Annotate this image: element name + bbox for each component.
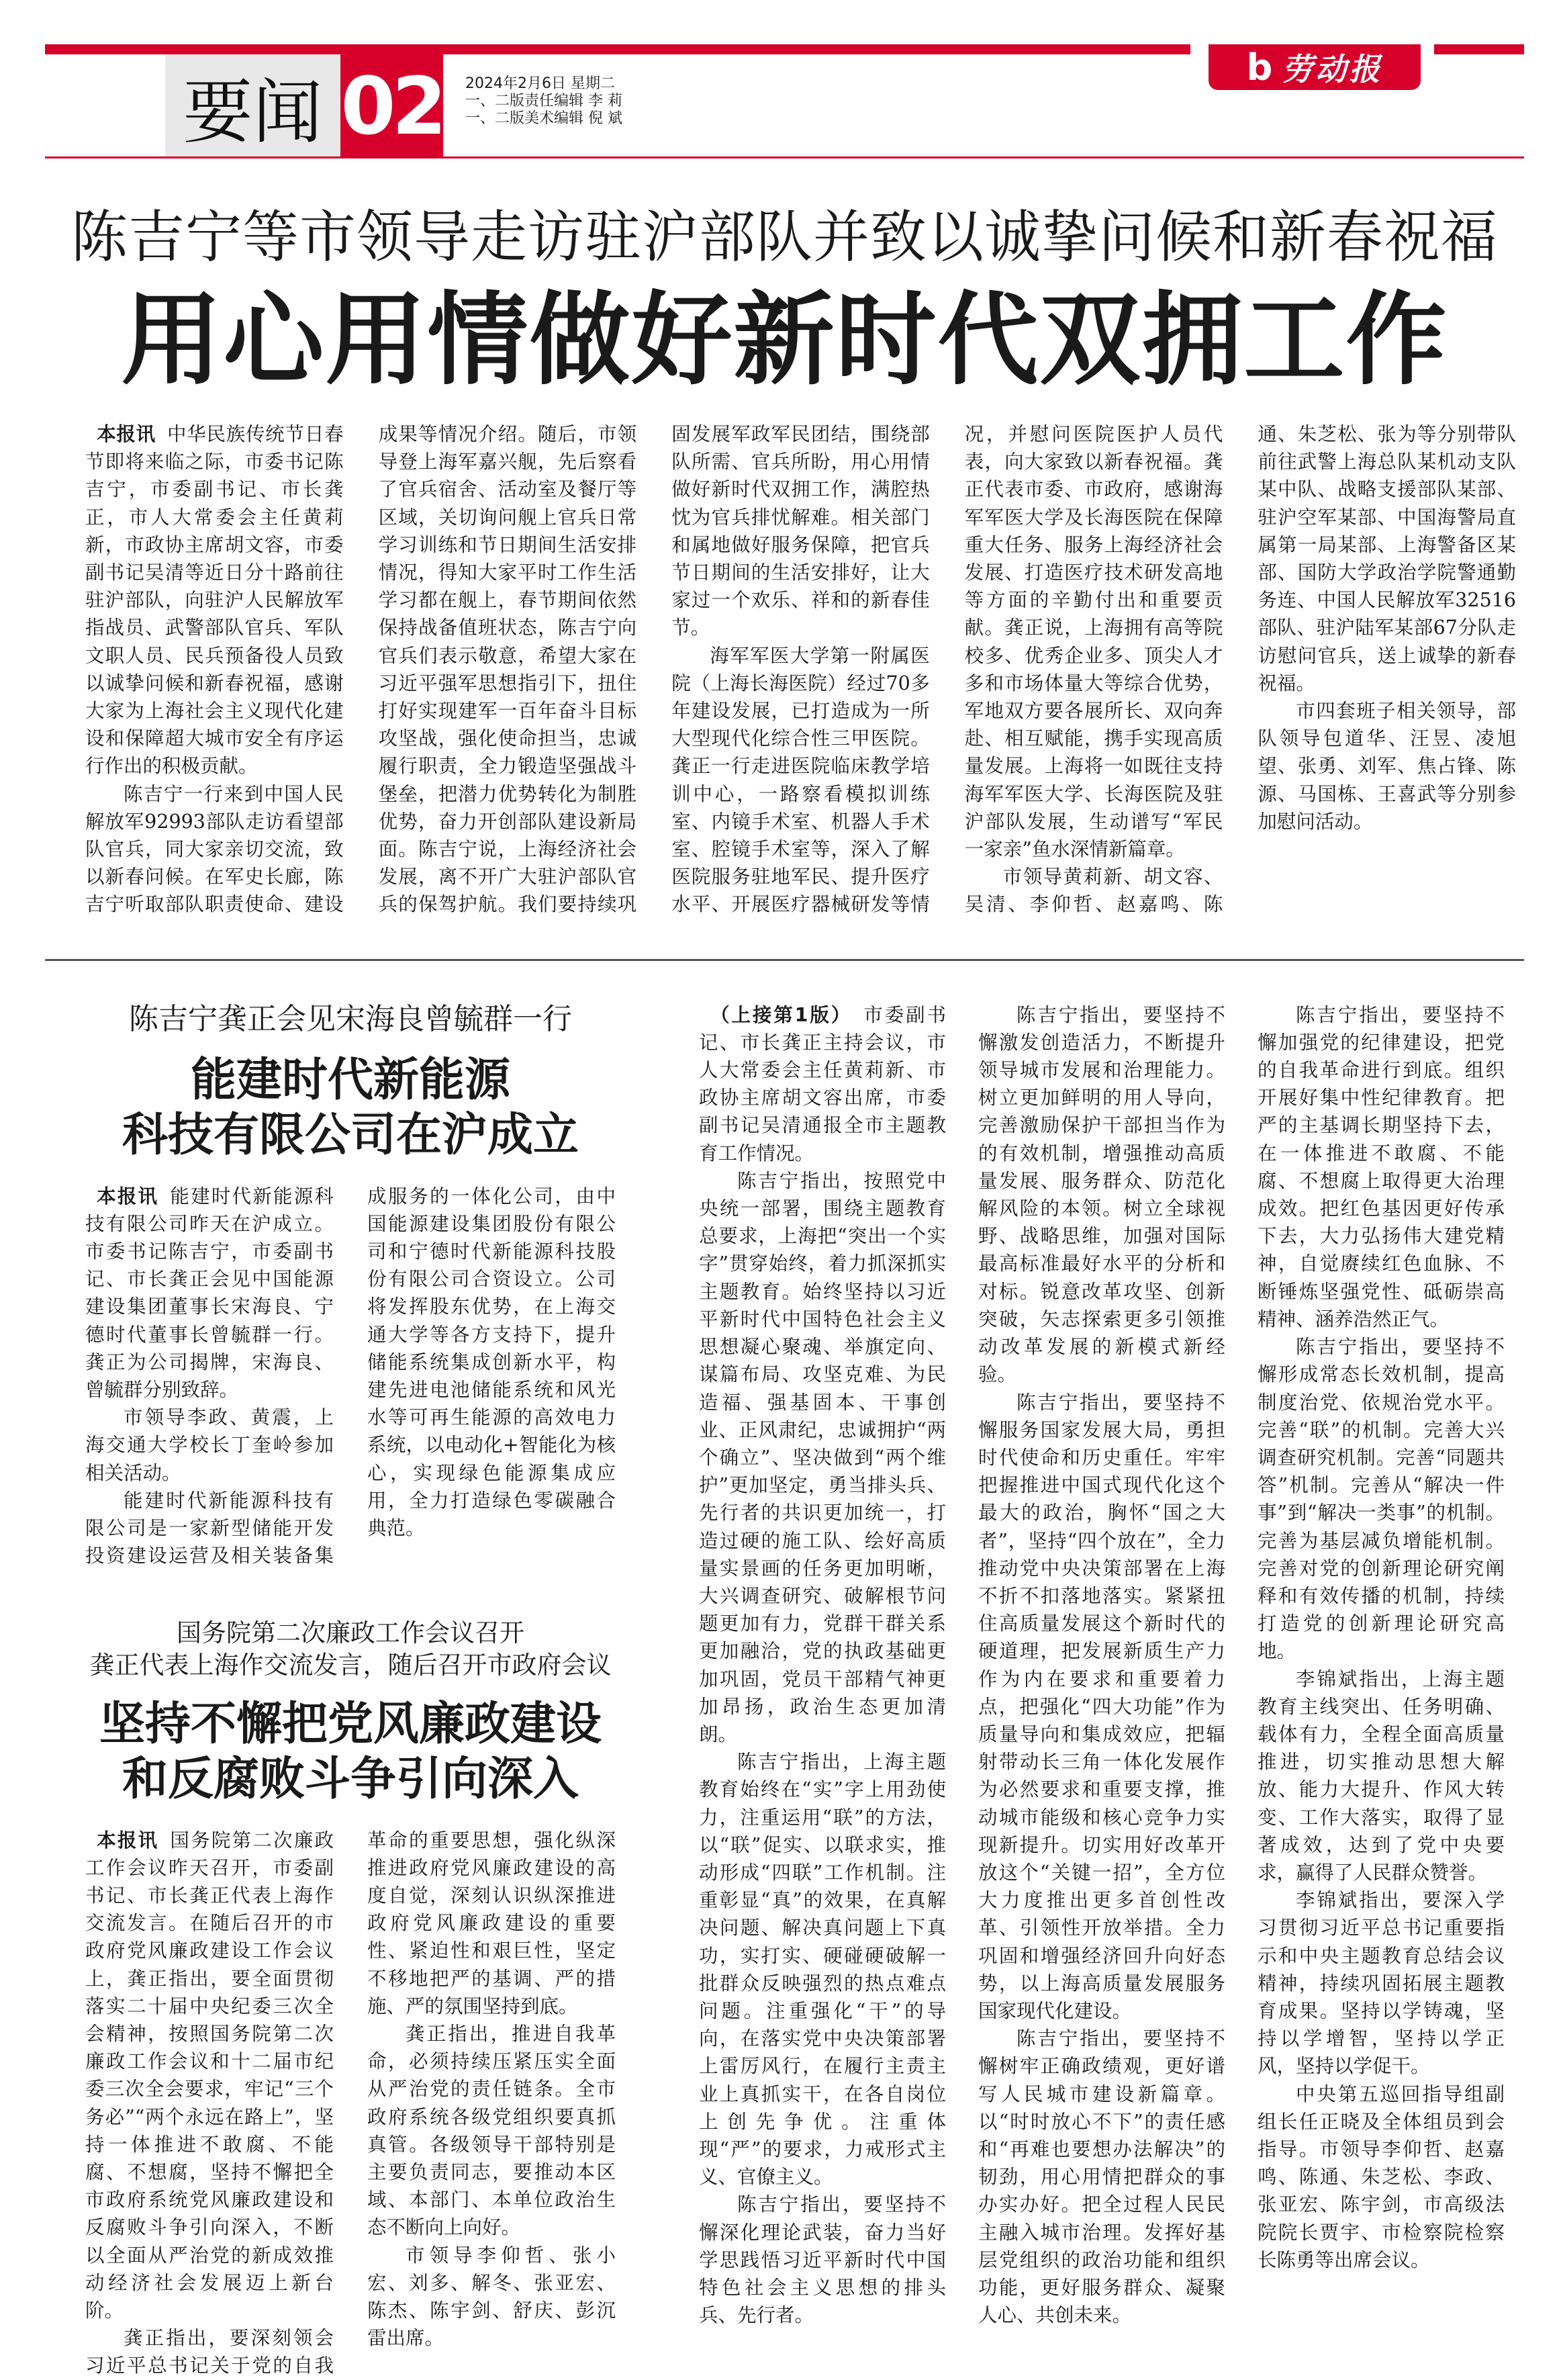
article-paragraph — [699, 1167, 946, 1748]
paragraph-text: 市四套班子相关领导，部队领导包道华、汪昱、凌旭望、张勇、刘军、焦占锋、陈源、马国栋、王喜武等分别参加慰问活动。 — [1258, 700, 1516, 833]
logo-mark-icon: b — [1246, 46, 1273, 89]
dateline-tag: （上接第1版） — [710, 1003, 853, 1026]
paragraph-text: 陈吉宁指出，要坚持不懈树牢正确政绩观，更好谱写人民城市建设新篇章。以“时时放心不下”的责任感和“再难也要想办法解决”的韧劲，用心用情把群众的事办实办好。把全过程人民民主融入城市治理。发挥好基层党组织的政治功能和组织功能，更好服务群众、凝聚人心、共创未来。 — [978, 2027, 1225, 2327]
paragraph-text: 龚正指出，要深刻领会习近平总书记关于党的自我革命的重要思想，强化纵深推进政府党风廉政建设的高度自觉，深刻认识纵深推进政府党风廉政建设的重要性、紧迫性和艰巨性，坚定不移地把严的基调、严的措施、严的氛围坚持到底。 — [85, 1829, 616, 2377]
article-paragraph — [1258, 697, 1516, 835]
paragraph-text: 龚正指出，推进自我革命，必须持续压紧压实全面从严治党的责任链条。全市政府系统各级党组织要真抓真管。各级领导干部特别是主要负责同志，要推动本区域、本部门、本单位政治生态不断向上向好。 — [367, 2022, 616, 2239]
paragraph-text: 海军军医大学第一附属医院（上海长海医院）经过70多年建设发展，已打造成为一所大型现代化综合性三甲医院。龚正一行走进医院临床教学培训中心，一路察看模拟训练室、内镜手术室、机器人手术室、腔镜手术室等，深入了解医院服务驻地军民、提升医疗水平、开展医疗器械研发等情况，并慰问医院医护人员代表，向大家致以新春祝福。龚正代表市委、市政府，感谢海军军医大学及长海医院在保障重大任务、服务上海经济社会发展、打造医疗技术研发高地等方面的辛勤付出和重要贡献。龚正说，上海拥有高等院校多、优秀企业多、顶尖人才多和市场体量大等综合优势，军地双方要各展所长、双向奔赴、相互赋能，携手实现高质量发展。上海将一如既往支持海军军医大学、长海医院及驻沪部队发展，生动谱写“军民一家亲”鱼水深情新篇章。 — [671, 423, 1223, 916]
headline-line: 坚持不懈把党风廉政建设 — [99, 1696, 602, 1751]
kicker-line: 龚正代表上海作交流发言，随后召开市政府会议 — [89, 1650, 612, 1680]
left-stories — [85, 1001, 616, 2380]
masthead-red-bar — [45, 44, 1190, 54]
editor-credit: 一、二版责任编辑 李 莉 — [465, 93, 622, 109]
article-paragraph — [85, 1183, 334, 1404]
paragraph-text: 陈吉宁指出，上海主题教育始终在“实”字上用劲使力，注重运用“联”的方法，以“联”促实、以联求实，推动形成“四联”工作机制。注重彰显“真”的效果，在真解决问题、解决真问题上下真功，实打实、硬碰硬破解一批群众反映强烈的热点难点问题。注重强化“干”的导向，在落实党中央决策部署上雷厉风行，在履行主责主业上真抓实干，在各自岗位上创先争优。注重体现“严”的要求，力戒形式主义、官僚主义。 — [699, 1751, 946, 2189]
continued-story-body — [699, 1001, 1505, 2330]
dateline-tag: 本报讯 — [97, 423, 156, 445]
paragraph-text: 陈吉宁指出，要坚持不懈加强党的纪律建设，把党的自我革命进行到底。组织开展好集中性纪律教育。把严的主基调长期坚持下去，在一体推进不敢腐、不能腐、不想腐上取得更大治理成效。把红色基因更好传承下去，大力弘扬伟大建党精神，自觉赓续红色血脉、不断锤炼坚强党性、砥砺崇高精神、涵养浩然正气。 — [1258, 1003, 1505, 1330]
article-paragraph — [85, 420, 344, 780]
headline-line: 能建时代新能源 — [190, 1052, 510, 1107]
integrity-story-kicker — [85, 1617, 616, 1682]
article-paragraph — [699, 2191, 946, 2329]
top-story-headline: 用心用情做好新时代双拥工作 — [121, 281, 1448, 399]
paragraph-text: 中央第五巡回指导组副组长任正晓及全体组员到会指导。市领导李仰哲、赵嘉鸣、陈通、朱芝松、李政、张亚宏、陈宇剑，市高级法院院长贾宇、市检察院检察长陈勇等出席会议。 — [1258, 2082, 1505, 2271]
integrity-story-body — [85, 1827, 616, 2380]
article-paragraph — [1258, 1886, 1505, 2080]
section-divider — [45, 959, 1524, 961]
paragraph-text: 陈吉宁指出，要坚持不懈激发创造活力，不断提升领导城市发展和治理能力。树立更加鲜明的用人导向，完善激励保护干部担当作为的有效机制，增强推动高质量发展、服务群众、防范化解风险的本领。树立全球视野、战略思维，加强对国际最高标准最好水平的分析和对标。锐意改革攻坚、创新突破，矢志探索更多引领推动改革发展的新模式新经验。 — [978, 1003, 1225, 1386]
paragraph-text: 市委副书记、市长龚正主持会议，市人大常委会主任黄莉新、市政协主席胡文容出席，市委副书记吴清通报全市主题教育工作情况。 — [699, 1003, 946, 1164]
masthead-red-bar-right — [1434, 44, 1524, 54]
paragraph-text: 李锦斌指出，要深入学习贯彻习近平总书记重要指示和中央主题教育总结会议精神，持续巩固拓展主题教育成果。坚持以学铸魂，坚持以学增智，坚持以学正风，坚持以学促干。 — [1258, 1889, 1505, 2078]
paragraph-text: 市领导李政、黄震，上海交通大学校长丁奎岭参加相关活动。 — [85, 1406, 334, 1484]
article-paragraph — [1258, 1001, 1505, 1333]
article-paragraph — [367, 2242, 616, 2352]
article-paragraph — [978, 2025, 1225, 2329]
headline-line: 科技有限公司在沪成立 — [122, 1107, 579, 1162]
header-rule — [45, 156, 1524, 158]
paragraph-text: 陈吉宁一行来到中国人民解放军92993部队走访看望部队官兵，同大家亲切交流，致以新春问候。在军史长廊，陈吉宁听取部队职责使命、建设成果等情况介绍。随后，市领导登上海军嘉兴舰，先后察看了官兵宿舍、活动室及餐厅等区域，关切询问舰上官兵日常学习训练和节日期间生活安排情况，得知大家平时工作生活学习都在舰上，春节期间依然保持战备值班状态，陈吉宁向官兵们表示敬意，希望大家在习近平强军思想指引下，扭住打好实现建军一百年奋斗目标攻坚战，强化使命担当，忠诚履行职责，全力锻造坚强战斗堡垒，把潜力优势转化为制胜优势，奋力开创部队建设新局面。陈吉宁说，上海经济社会发展，离不开广大驻沪部队官兵的保驾护航。我们要持续巩固发展军政军民团结，围绕部队所需、官兵所盼，用心用情做好新时代双拥工作，满腔热忱为官兵排忧解难。相关部门和属地做好服务保障，把官兵节日期间的生活安排好，让大家过一个欢乐、祥和的新春佳节。 — [85, 423, 930, 916]
top-story-subtitle: 陈吉宁等市领导走访驻沪部队并致以诚挚问候和新春祝福 — [70, 204, 1498, 270]
article-paragraph — [367, 2020, 616, 2242]
paragraph-text: 陈吉宁指出，要坚持不懈服务国家发展大局，勇担时代使命和历史重任。牢牢把握推进中国式现代化这个最大的政治，胸怀“国之大者”，坚持“四个放在”，全力推动党中央决策部署在上海不折不扣落地落实。紧紧扭住高质量发展这个新时代的硬道理，把发展新质生产力作为内在要求和重要着力点，把强化“四大功能”作为质量导向和集成效应，把辐射带动长三角一体化发展作为必然要求和重要支撑，推动城市能级和核心竞争力实现新提升。切实用好改革开放这个“关键一招”，全方位大力度推出更多首创性改革、引领性开放举措。全力巩固和增强经济回升向好态势，以上海高质量发展服务国家现代化建设。 — [978, 1391, 1225, 2022]
lower-section — [85, 1001, 1524, 2380]
energy-story-body — [85, 1183, 616, 1570]
paragraph-text: 市领导黄莉新、胡文容、吴清、李仰哲、赵嘉鸣、陈通、朱芝松、张为等分别带队前往武警上海总队某机动支队某中队、战略支援部队某部、驻沪空军某部、中国海警局直属第一局某部、上海警备区某部、国防大学政治学院警通勤务连、中国人民解放军32516部队、驻沪陆军某部67分队走访慰问官兵，送上诚挚的新春祝福。 — [964, 423, 1516, 916]
logo-text: 劳动报 — [1282, 51, 1383, 87]
article-paragraph — [978, 1001, 1225, 1389]
article-paragraph — [699, 1001, 946, 1167]
newspaper-logo — [1209, 44, 1421, 90]
article-paragraph — [1258, 1333, 1505, 1665]
dateline-tag: 本报讯 — [97, 1185, 159, 1207]
kicker-line: 国务院第二次廉政工作会议召开 — [177, 1618, 524, 1647]
paragraph-text: 陈吉宁指出，要坚持不懈形成常态长效机制，提高制度治党、依规治党水平。完善“联”的机制。完善大兴调查研究机制。完善“同题共答”机制。完善从“解决一件事”到“解决一类事”的机制。完善为基层减负增能机制。完善对党的创新理论研究阐释和有效传播的机制，持续打造党的创新理论研究高地。 — [1258, 1336, 1505, 1663]
paragraph-text: 市领导李仰哲、张小宏、刘多、解冬、张亚宏、陈杰、陈宇剑、舒庆、彭沉雷出席。 — [367, 2244, 616, 2350]
art-editor-credit: 一、二版美术编辑 倪 斌 — [465, 110, 622, 127]
article-paragraph — [699, 1748, 946, 2191]
energy-story-kicker: 陈吉宁龚正会见宋海良曾毓群一行 — [129, 1001, 572, 1036]
page-content — [45, 201, 1524, 2380]
paragraph-text: 李锦斌指出，上海主题教育主线突出、任务明确、载体有力，全程全面高质量推进，切实推动思想大解放、能力大提升、作风大转变、工作大落实，取得了显著成效，达到了党中央要求，赢得了人民群众赞誉。 — [1258, 1667, 1505, 1884]
energy-story-headline — [85, 1052, 616, 1162]
article-paragraph — [978, 1389, 1225, 2025]
dateline-tag: 本报讯 — [97, 1829, 159, 1851]
paragraph-text: 中华民族传统节日春节即将来临之际，市委书记陈吉宁，市委副书记、市长龚正，市人大常委会主任黄莉新，市政协主席胡文容，市委副书记吴清等近日分十路前往驻沪部队，向驻沪人民解放军指战员、武警部队官兵、军队文职人员、民兵预备役人员致以诚挚问候和新春祝福，感谢大家为上海社会主义现代化建设和保障超大城市安全有序运行作出的积极贡献。 — [85, 423, 344, 778]
paragraph-text: 国务院第二次廉政工作会议昨天召开，市委副书记、市长龚正代表上海作交流发言。在随后召开的市政府党风廉政建设工作会议上，龚正指出，要全面贯彻落实二十届中央纪委三次全会精神，按照国务院第二次廉政工作会议和十二届市纪委三次全会要求，牢记“三个务必”“两个永远在路上”，坚持一体推进不敢腐、不能腐、不想腐，坚持不懈把全市政府系统党风廉政建设和反腐败斗争引向深入，不断以全面从严治党的新成效推动经济社会发展迈上新台阶。 — [85, 1829, 334, 2322]
paragraph-text: 能建时代新能源科技有限公司是一家新型储能开发投资建设运营及相关装备集成服务的一体化公司，由中国能源建设集团股份有限公司和宁德时代新能源科技股份有限公司合资设立。公司将发挥股东优势，在上海交通大学等各方支持下，提升储能系统集成创新水平，构建先进电池储能系统和风光水等可再生能源的高效电力系统，以电动化+智能化为核心，实现绿色能源集成应用，全力打造绿色零碳融合典范。 — [85, 1185, 616, 1567]
top-story-body — [85, 420, 1516, 919]
issue-date: 2024年2月6日 星期二 — [465, 75, 615, 92]
headline-line: 和反腐败斗争引向深入 — [122, 1751, 579, 1806]
article-paragraph — [1258, 1665, 1505, 1887]
paragraph-text: 能建时代新能源科技有限公司昨天在沪成立。市委书记陈吉宁，市委副书记、市长龚正会见中国能源建设集团董事长宋海良、宁德时代董事长曾毓群一行。龚正为公司揭牌，宋海良、曾毓群分别致辞。 — [85, 1185, 334, 1402]
article-paragraph — [85, 1404, 334, 1487]
paragraph-text: 陈吉宁指出，要坚持不懈深化理论武装，奋力当好学思践悟习近平新时代中国特色社会主义思想的排头兵、先行者。 — [699, 2193, 946, 2327]
article-paragraph — [1258, 2080, 1505, 2274]
page-number: 02 — [340, 54, 443, 157]
article-paragraph — [85, 1827, 334, 2325]
integrity-story-headline — [85, 1696, 616, 1806]
section-title: 要闻 — [165, 54, 340, 157]
paragraph-text: 陈吉宁指出，按照党中央统一部署，围绕主题教育总要求，上海把“突出一个实字”贯穿始终，着力抓深抓实主题教育。始终坚持以习近平新时代中国特色社会主义思想凝心聚魂、举旗定向、谋篇布局、攻坚克难、为民造福、强基固本、干事创业、正风肃纪，忠诚拥护“两个确立”、坚决做到“两个维护”更加坚定，勇当排头兵、先行者的共识更加统一，打造过硬的施工队、绘好高质量实景画的任务更加明晰，大兴调查研究、破解根节问题更加有力，党群干群关系更加融洽，党的执政基础更加巩固，党员干部精气神更加昂扬，政治生态更加清朗。 — [699, 1169, 946, 1745]
date-block — [465, 75, 622, 128]
